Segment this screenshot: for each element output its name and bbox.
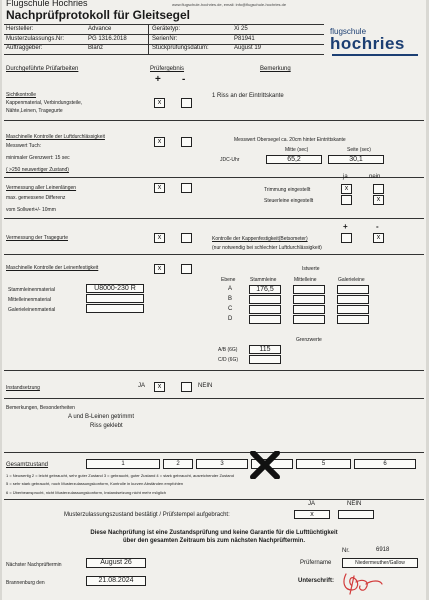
luft-seite-label: Seite (sec) xyxy=(347,147,371,153)
instand-checkbox-ja[interactable]: x xyxy=(154,382,165,392)
leinen-title: Maschinelle Kontrolle der Leinenfestigkeit xyxy=(6,265,99,271)
luft-mitte-value[interactable]: 65,2 xyxy=(266,155,322,164)
serien-value: P81941 xyxy=(234,36,255,42)
luft-title: Maschinelle Kontrolle der Luftdurchlässigkeit xyxy=(6,134,105,140)
bemerkungen-title: Bemerkungen, Besonderheiten xyxy=(6,405,75,411)
verm-ja-label: ja xyxy=(343,174,348,180)
grade-6[interactable]: 6 xyxy=(354,459,416,469)
verm-checkbox-minus[interactable] xyxy=(181,183,192,193)
row-b-mittel[interactable] xyxy=(293,295,325,304)
col-bemerkung: Bemerkung xyxy=(260,66,291,72)
banner-left: Flugschule Hochries xyxy=(6,0,88,8)
nr-value: 6918 xyxy=(376,547,390,553)
steuer-label: Steuerleine eingestellt xyxy=(264,198,314,204)
luft-checkbox-minus[interactable] xyxy=(181,137,192,147)
kappen-minus-label: - xyxy=(376,222,379,231)
grade-cross-mark xyxy=(250,451,280,479)
steuer-checkbox-ja[interactable] xyxy=(341,195,352,205)
verm-title: Vermessung aller Leinenlängen xyxy=(6,185,77,191)
trag-checkbox-minus[interactable] xyxy=(181,233,192,243)
gal-material-label: Galerieleinenmaterial xyxy=(8,307,56,313)
row-b-ebene: B xyxy=(228,296,233,302)
hersteller-value: Advance xyxy=(88,26,112,32)
luft-mitte-label: Mitte (sec) xyxy=(285,147,309,153)
row-c-mittel[interactable] xyxy=(293,305,325,314)
verm-checkbox-plus[interactable]: x xyxy=(154,183,165,193)
col-stammleine: Stammleine xyxy=(250,277,277,283)
sicht-checkbox-minus[interactable] xyxy=(181,98,192,108)
stamm-material-label: Stammleinenmaterial xyxy=(8,287,55,293)
gal-material-value[interactable] xyxy=(86,304,144,313)
row-b-stamm[interactable] xyxy=(249,295,281,304)
luft-hinweis: ( >250 neuwertiger Zustand) xyxy=(6,167,69,173)
grade-3[interactable]: 3 xyxy=(196,459,248,469)
cd-value[interactable] xyxy=(249,355,281,364)
col-plus: + xyxy=(155,74,161,85)
leinen-istwerte: Istwerte xyxy=(302,266,320,272)
row-c-ebene: C xyxy=(228,306,233,312)
trag-checkbox-plus[interactable]: x xyxy=(154,233,165,243)
luft-seite-value[interactable]: 30,1 xyxy=(328,155,384,164)
gesamt-legend2: 5 = sehr stark gebraucht, noch Musterzulassungskonform, Kontrolle in kurzen Abständen empfohlen xyxy=(6,481,184,486)
verm-desc2: vom Sollwert+/- 10mm xyxy=(6,207,56,213)
logo-line1: flugschule xyxy=(330,27,367,36)
ab-value[interactable]: 115 xyxy=(249,345,281,354)
row-d-stamm[interactable] xyxy=(249,315,281,324)
row-d-ebene: D xyxy=(228,316,233,322)
trimmung-label: Trimmung eingestellt xyxy=(264,187,311,193)
auftrag-label: Auftraggeber: xyxy=(6,45,43,51)
bemerkungen-line1: A und B-Leinen getrimmt xyxy=(68,414,135,420)
trimmung-checkbox-nein[interactable] xyxy=(373,184,384,194)
row-b-gal[interactable] xyxy=(337,295,369,304)
col-minus: - xyxy=(182,74,186,85)
muster-checkbox-nein[interactable] xyxy=(338,510,374,519)
leinen-checkbox-minus[interactable] xyxy=(181,264,192,274)
sicht-title: Sichtkontrolle xyxy=(6,92,37,98)
luft-jdc: JDC-Uhr xyxy=(220,157,240,163)
datum-value: August 19 xyxy=(234,45,262,51)
hersteller-label: Hersteller: xyxy=(6,26,34,32)
logo-underline xyxy=(332,54,418,56)
muster-nein-label: NEIN xyxy=(347,501,362,507)
row-d-gal[interactable] xyxy=(337,315,369,324)
row-c-stamm[interactable] xyxy=(249,305,281,314)
logo-line2: hochries xyxy=(330,34,405,53)
gesamt-title: Gesamtzustand xyxy=(6,462,49,468)
row-a-ebene: A xyxy=(228,286,233,292)
disclaimer-line2: über den gesamten Zeitraum bis zum nächsten Nachprüftermin. xyxy=(122,538,306,544)
trimmung-checkbox-ja[interactable]: x xyxy=(341,184,352,194)
steuer-checkbox-nein[interactable]: x xyxy=(373,195,384,205)
bemerkungen-line2: Riss geklebt xyxy=(90,423,123,429)
ort-label: Brannenburg den xyxy=(6,580,45,586)
col-mittelleine: Mittelleine xyxy=(294,277,317,283)
row-c-gal[interactable] xyxy=(337,305,369,314)
cd-label: C/D (6G) xyxy=(218,357,238,363)
luft-messwert: Messwert Tuch: xyxy=(6,143,42,149)
sicht-desc1: Kappenmaterial, Verbindungsteile, xyxy=(6,100,83,106)
muster-ja-label: JA xyxy=(308,501,316,507)
datum-label: Stückprüfungsdatum: xyxy=(152,45,209,51)
grade-1[interactable]: 1 xyxy=(86,459,160,469)
trag-title: Vermessung der Tragegurte xyxy=(6,235,68,241)
typ-label: Gerätetyp: xyxy=(152,26,181,32)
banner-right: www.flugschule-hochries.de, email: info@flugschule-hochries.de xyxy=(172,2,287,7)
sicht-note: 1 Riss an der Eintrittskante xyxy=(212,93,284,99)
verm-desc1: max. gemessene Differenz xyxy=(6,195,66,201)
muster-text: Musterzulassungszustand bestätigt / Prüfstempel aufgebracht: xyxy=(64,512,230,518)
kappen-label: Kontrolle der Kappenfestigkeit(Betsometer) xyxy=(212,236,308,242)
typ-value: Xi 25 xyxy=(234,26,248,32)
pruefname-value[interactable]: Niedermeuther/Gallow xyxy=(342,558,418,568)
nr-label: Nr. xyxy=(342,548,350,554)
col-ergebnis: Prüfergebnis xyxy=(150,66,185,72)
mittel-material-label: Mittelleinenmaterial xyxy=(8,297,52,303)
grade-2[interactable]: 2 xyxy=(163,459,193,469)
grade-5[interactable]: 5 xyxy=(296,459,351,469)
row-d-mittel[interactable] xyxy=(293,315,325,324)
row-a-stamm[interactable]: 176,5 xyxy=(249,285,281,294)
col-galerieleine: Galerieleine xyxy=(338,277,365,283)
instand-title: Instandsetzung xyxy=(6,385,40,391)
leinen-checkbox-plus[interactable]: x xyxy=(154,264,165,274)
verm-nein-label: nein xyxy=(369,174,381,180)
page-title: Nachprüfprotokoll für Gleitsegel xyxy=(6,8,191,22)
sicht-desc2: Nähte,Leinen, Tragegurte xyxy=(6,108,63,114)
row-a-gal[interactable] xyxy=(337,285,369,294)
sicht-checkbox-plus[interactable]: x xyxy=(154,98,165,108)
signature-image xyxy=(336,568,386,596)
ab-label: A/B (6G) xyxy=(218,347,238,353)
stamm-material-value[interactable]: U8000-230 R xyxy=(86,284,144,293)
luft-grenzwert: minimaler Grenzwert: 15 sec xyxy=(6,155,70,161)
col-pruefarbeiten: Durchgeführte Prüfarbeiten xyxy=(6,66,79,72)
unterschrift-label: Unterschrift: xyxy=(298,578,335,584)
instand-checkbox-nein[interactable] xyxy=(181,382,192,392)
col-ebene: Ebene xyxy=(221,277,236,283)
kappen-hinweis: (nur notwendig bei schlechter Luftdurchlässigkeit) xyxy=(212,245,322,251)
instand-nein-label: NEIN xyxy=(198,383,213,389)
luft-note: Messwert Obersegel ca. 20cm hinter Eintrittskante xyxy=(234,137,346,143)
disclaimer-line1: Diese Nachprüfung ist eine Zustandsprüfung und keine Garantie für die Lufttüchtigkeit xyxy=(90,530,338,536)
luft-checkbox-plus[interactable]: x xyxy=(154,137,165,147)
instand-ja-label: JA xyxy=(138,383,146,389)
gesamt-legend1: 1 = Neuwertig 2 = leicht gebraucht, sehr guter Zustand 3 = gebraucht, guter Zustand 4 = stark gebraucht, ausreichender Zustand xyxy=(6,473,234,478)
grenzwerte-label: Grenzwerte xyxy=(296,337,322,343)
inspection-protocol-sheet xyxy=(2,0,426,600)
auftrag-value: Blanz xyxy=(88,45,104,51)
serien-label: SerienNr: xyxy=(152,36,178,42)
kappen-checkbox-plus[interactable] xyxy=(341,233,352,243)
mittel-material-value[interactable] xyxy=(86,294,144,303)
muster-checkbox-ja[interactable]: x xyxy=(294,510,330,519)
pruefname-label: Prüfername xyxy=(300,560,332,566)
muster-label: Musterzulassungs.Nr: xyxy=(6,36,65,42)
kappen-plus-label: + xyxy=(343,222,348,231)
naechster-value[interactable]: August 26 xyxy=(86,558,146,568)
kappen-checkbox-minus[interactable]: x xyxy=(373,233,384,243)
ort-value[interactable]: 21.08.2024 xyxy=(86,576,146,586)
row-a-mittel[interactable] xyxy=(293,285,325,294)
muster-value: PG 1316.2018 xyxy=(88,36,127,42)
gesamt-legend3: 6 = Überbeansprucht, nicht Musterzulassungskonform, Instandsetzung nicht mehr möglich xyxy=(6,490,166,495)
naechster-label: Nächster Nachprüftermin xyxy=(6,562,62,568)
